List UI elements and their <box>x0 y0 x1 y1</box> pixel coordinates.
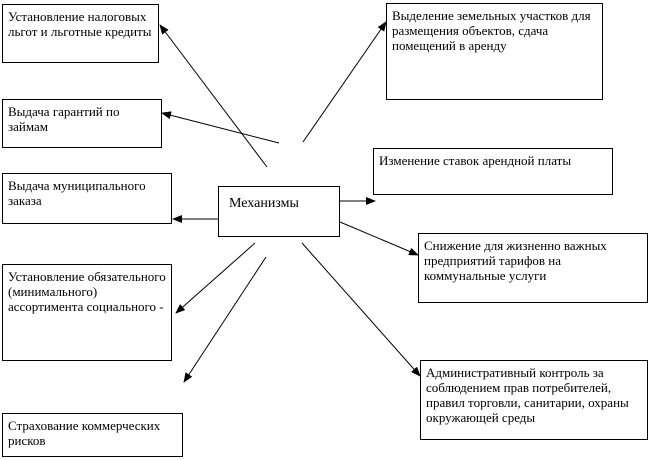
arrow-to-admin-control <box>302 243 420 376</box>
box-label: Выдача муниципального заказа <box>8 178 146 208</box>
box-admin-control <box>420 360 648 440</box>
box-utility-tariffs <box>418 233 648 303</box>
box-label: Выделение земельных участков для размещения объектов, сдача помещений в аренду <box>392 8 591 53</box>
arrow-to-tax-benefits <box>160 25 267 167</box>
box-rent-rates <box>373 148 613 195</box>
box-tax-benefits <box>2 4 159 63</box>
box-insurance <box>2 413 183 457</box>
arrow-to-assortment <box>176 243 255 313</box>
box-label: Снижение для жизненно важных предприятий тарифов на коммунальные услуги <box>424 238 607 283</box>
box-label: Страхование коммерческих рисков <box>8 418 161 448</box>
box-label: Изменение ставок арендной платы <box>379 153 572 168</box>
box-municipal-order <box>2 173 172 224</box>
box-loan-guarantees <box>2 99 162 148</box>
box-label: Установление обязательного (минимального) ассортимента социального - <box>8 269 166 314</box>
arrow-to-insurance-area <box>184 257 266 382</box>
arrow-to-loan-guarantees <box>162 113 279 143</box>
box-label: Выдача гарантий по займам <box>8 104 120 134</box>
arrow-to-land-plots <box>303 22 386 142</box>
box-land-plots <box>386 3 603 100</box>
center-label: Механизмы <box>229 196 299 211</box>
box-label: Административный контроль за соблюдением прав потребителей, правил торговли, санитарии, охраны окружающей среды <box>426 365 629 425</box>
arrow-to-utility-tariffs <box>340 222 418 255</box>
box-label: Установление налоговых льгот и льготные кредиты <box>8 9 152 39</box>
center-mechanisms-box <box>218 186 340 237</box>
box-assortment <box>2 264 172 361</box>
